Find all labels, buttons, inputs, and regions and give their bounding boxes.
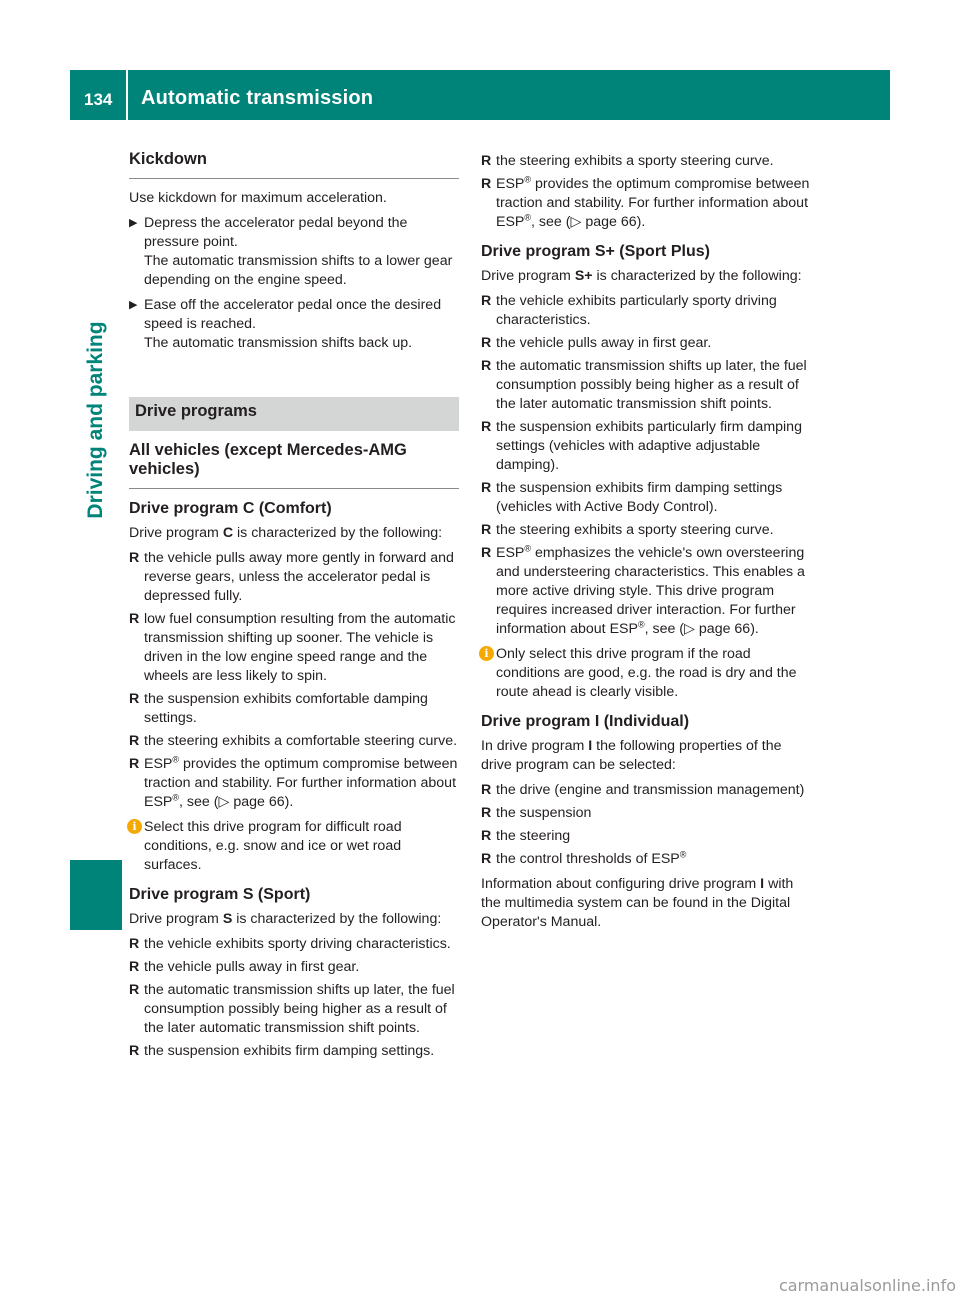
program-letter: C (222, 525, 234, 541)
list-item-text: the vehicle pulls away in first gear. (496, 335, 712, 351)
list-item-text: , see ( (179, 794, 219, 810)
list-item-text: the steering exhibits a comfortable steering curve. (144, 733, 458, 749)
list-item (481, 850, 813, 869)
right-column (481, 152, 813, 938)
intro-text: Drive program (129, 525, 223, 541)
bullet-icon: R (481, 805, 492, 821)
drive-program-splus-heading: Drive program S+ (Sport Plus) (481, 243, 710, 260)
esp-text: ESP (496, 545, 525, 561)
bullet-icon: R (481, 851, 492, 867)
drive-program-s-intro (129, 910, 459, 929)
instruction-step (129, 296, 459, 353)
registered-mark: ® (524, 212, 532, 223)
info-icon: i (127, 819, 142, 834)
list-item (129, 935, 459, 954)
list-item (481, 357, 813, 414)
list-item (481, 804, 813, 823)
list-item (481, 175, 813, 232)
page-ref-icon: ▷ (684, 621, 695, 637)
esp-text: ESP (496, 176, 525, 192)
outro-text: with the multimedia system can be found in the Digital Operator's Manual. (481, 876, 794, 930)
bullet-icon: R (481, 293, 492, 309)
program-letter: I (760, 876, 765, 892)
drive-program-i-intro (481, 737, 813, 775)
list-item (129, 755, 459, 812)
info-note (481, 645, 813, 702)
drive-program-s-list-continued (481, 152, 813, 232)
bullet-icon: R (129, 550, 140, 566)
list-item (481, 781, 813, 800)
intro-text: is characterized by the following: (592, 268, 802, 284)
list-item (129, 981, 459, 1038)
step-result: The automatic transmission shifts back up. (144, 335, 413, 351)
intro-text: Drive program (129, 911, 223, 927)
list-item (481, 292, 813, 330)
registered-mark: ® (524, 174, 532, 185)
registered-mark: ® (679, 849, 687, 860)
step-text: Depress the accelerator pedal beyond the pressure point. (144, 215, 408, 250)
bullet-icon: R (129, 1043, 140, 1059)
list-item (129, 690, 459, 728)
intro-text: is characterized by the following: (233, 525, 443, 541)
info-text: Only select this drive program if the road conditions are good, e.g. the road is dry and the route ahead is clearly visible. (496, 646, 797, 700)
intro-text: In drive program (481, 738, 589, 754)
list-item-text: the control thresholds of ESP (496, 851, 680, 867)
list-item (129, 549, 459, 606)
list-item (481, 418, 813, 475)
page-ref-link[interactable]: page 66). (694, 621, 759, 637)
step-arrow-icon: ▶ (129, 299, 138, 311)
left-column (129, 150, 459, 1067)
bullet-icon: R (481, 335, 492, 351)
list-item-text: the automatic transmission shifts up later, the fuel consumption possibly being higher as a result of the later automatic transmission shift points. (144, 982, 455, 1036)
info-icon: i (479, 646, 494, 661)
list-item (481, 334, 813, 353)
drive-program-i-outro (481, 875, 813, 932)
bullet-icon: R (481, 522, 492, 538)
list-item-text: emphasizes the vehicle's own oversteering and understeering characteristics. This enables a more active driving style. This drive program requires increased driver interaction. For further information about ESP (496, 545, 805, 637)
registered-mark: ® (172, 792, 180, 803)
program-letter: S+ (574, 268, 593, 284)
list-item-text: the vehicle pulls away in first gear. (144, 959, 360, 975)
list-item-text: the vehicle pulls away more gently in forward and reverse gears, unless the accelerator pedal is depressed fully. (144, 550, 454, 604)
instruction-step (129, 214, 459, 290)
bullet-icon: R (481, 419, 492, 435)
bullet-icon: R (129, 733, 140, 749)
watermark: carmanualsonline.info (778, 1276, 956, 1295)
list-item-text: the automatic transmission shifts up later, the fuel consumption possibly being higher as a result of the later automatic transmission shift points. (496, 358, 807, 412)
list-item (481, 152, 813, 171)
chapter-tab-marker (70, 860, 122, 930)
list-item (129, 732, 459, 751)
drive-program-c-heading: Drive program C (Comfort) (129, 500, 332, 517)
intro-text: is characterized by the following: (232, 911, 442, 927)
drive-program-i-heading: Drive program I (Individual) (481, 713, 690, 730)
registered-mark: ® (637, 619, 645, 630)
bullet-icon: R (481, 545, 492, 561)
intro-text: the following properties of the drive program can be selected: (481, 738, 782, 773)
page-ref-icon: ▷ (570, 214, 582, 230)
list-item-text: the suspension exhibits particularly firm damping settings (vehicles with adaptive adjustable damping). (496, 419, 802, 473)
page-ref-link[interactable]: page 66). (581, 214, 646, 230)
info-text: Select this drive program for difficult road conditions, e.g. snow and ice or wet road surfaces. (144, 819, 402, 873)
list-item (481, 521, 813, 540)
bullet-icon: R (481, 153, 492, 169)
list-item-text: the steering exhibits a sporty steering curve. (496, 153, 774, 169)
kickdown-intro: Use kickdown for maximum acceleration. (129, 190, 387, 206)
step-arrow-icon: ▶ (129, 217, 138, 229)
bullet-icon: R (481, 480, 492, 496)
bullet-icon: R (129, 936, 140, 952)
program-letter: S (222, 911, 233, 927)
kickdown-heading: Kickdown (129, 150, 459, 179)
section-band-drive-programs: Drive programs (129, 397, 459, 431)
list-item-text: the suspension exhibits firm damping settings. (144, 1043, 435, 1059)
page-title: Automatic transmission (141, 87, 374, 109)
list-item-text: , see ( (531, 214, 571, 230)
bullet-icon: R (129, 982, 140, 998)
outro-text: Information about configuring drive program (481, 876, 761, 892)
list-item (481, 479, 813, 517)
bullet-icon: R (129, 691, 140, 707)
list-item-text: the vehicle exhibits sporty driving characteristics. (144, 936, 451, 952)
list-item-text: provides the optimum compromise between traction and stability. For further information about ESP (144, 756, 458, 810)
page-ref-icon: ▷ (218, 794, 230, 810)
list-item-text: provides the optimum compromise between traction and stability. For further information about ESP (496, 176, 810, 230)
drive-program-s-list (129, 935, 459, 1061)
list-item-text: the drive (engine and transmission management) (496, 782, 805, 798)
list-item-text: the vehicle exhibits particularly sporty driving characteristics. (496, 293, 777, 328)
page-ref-link[interactable]: page 66). (229, 794, 294, 810)
bullet-icon: R (129, 959, 140, 975)
step-text: Ease off the accelerator pedal once the desired speed is reached. (144, 297, 442, 332)
bullet-icon: R (129, 611, 140, 627)
list-item-text: low fuel consumption resulting from the automatic transmission shifting up sooner. The vehicle is driven in the low engine speed range and the wheels are less likely to spin. (144, 611, 456, 684)
all-vehicles-heading: All vehicles (except Mercedes-AMG vehicles) (129, 441, 459, 489)
registered-mark: ® (524, 543, 532, 554)
list-item (481, 544, 813, 639)
bullet-icon: R (129, 756, 140, 772)
drive-program-c-intro (129, 524, 459, 543)
list-item (481, 827, 813, 846)
registered-mark: ® (172, 754, 180, 765)
intro-text: Drive program (481, 268, 575, 284)
bullet-icon: R (481, 782, 492, 798)
list-item-text: the steering exhibits a sporty steering curve. (496, 522, 774, 538)
bullet-icon: R (481, 828, 492, 844)
step-result: The automatic transmission shifts to a lower gear depending on the engine speed. (144, 253, 453, 288)
list-item-text: the suspension exhibits comfortable damping settings. (144, 691, 428, 726)
list-item-text: the suspension exhibits firm damping settings (vehicles with Active Body Control). (496, 480, 783, 515)
drive-program-splus-intro (481, 267, 813, 286)
bullet-icon: R (481, 358, 492, 374)
drive-program-c-list (129, 549, 459, 812)
list-item (129, 958, 459, 977)
list-item (129, 610, 459, 686)
bullet-icon: R (481, 176, 492, 192)
list-item-text: the suspension (496, 805, 592, 821)
list-item-text: the steering (496, 828, 571, 844)
list-item-text: , see ( (644, 621, 685, 637)
page-header (70, 70, 890, 120)
page-number: 134 (84, 90, 113, 109)
drive-program-i-list (481, 781, 813, 869)
drive-program-s-heading: Drive program S (Sport) (129, 886, 311, 903)
drive-program-splus-list (481, 292, 813, 639)
chapter-label: Driving and parking (84, 321, 107, 519)
program-letter: I (588, 738, 593, 754)
info-note (129, 818, 459, 875)
esp-text: ESP (144, 756, 173, 772)
list-item (129, 1042, 459, 1061)
header-divider (126, 70, 128, 120)
